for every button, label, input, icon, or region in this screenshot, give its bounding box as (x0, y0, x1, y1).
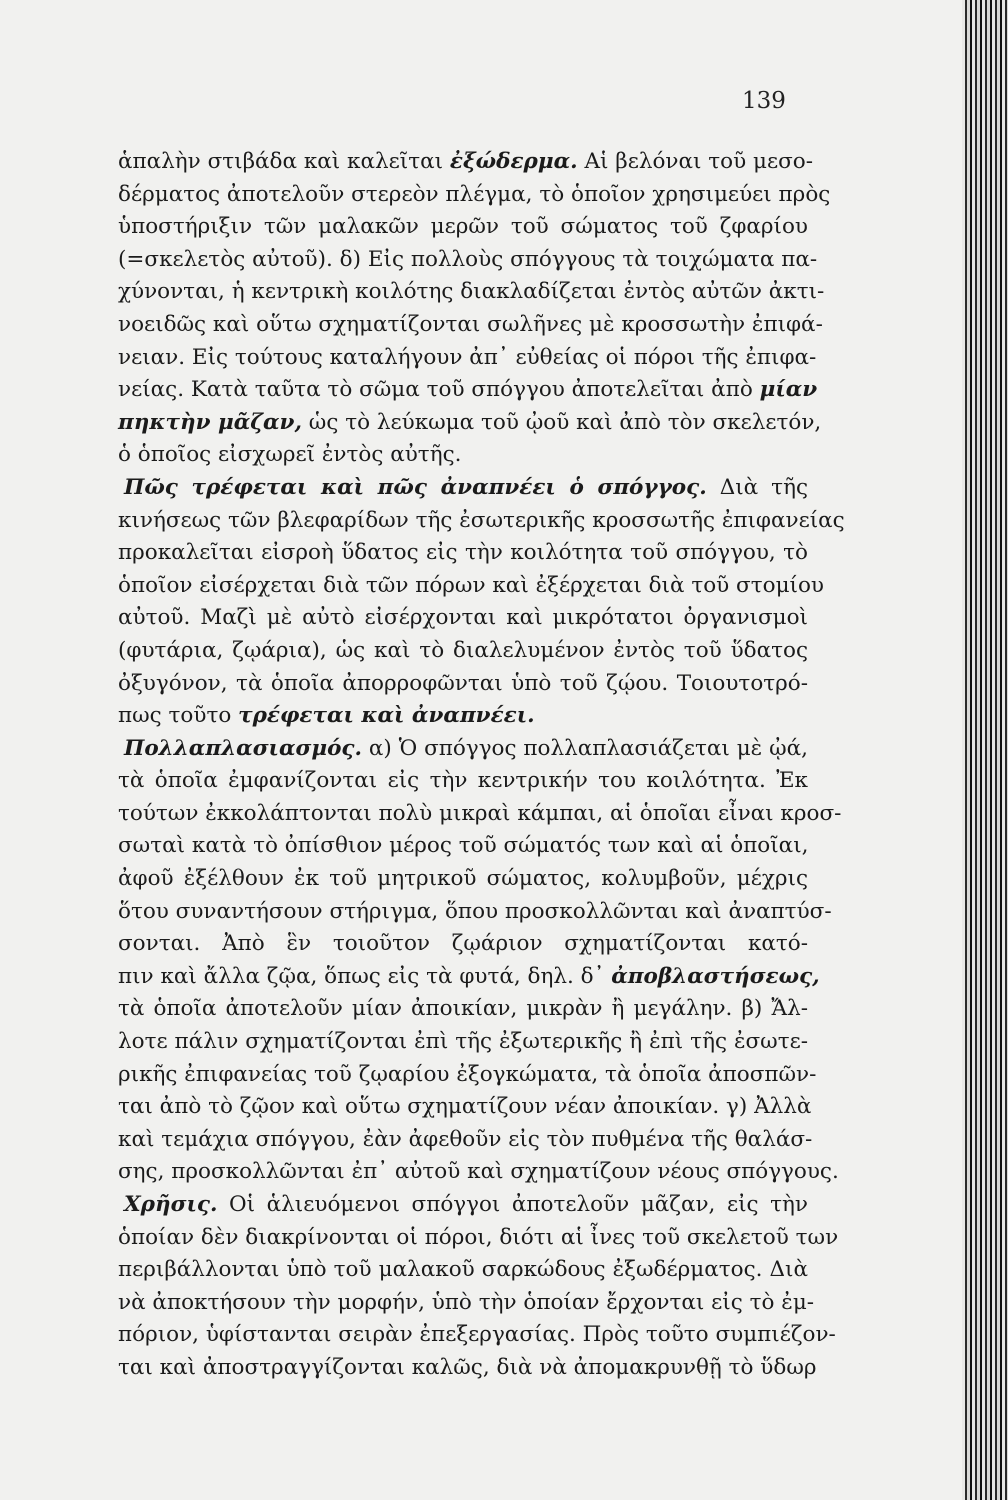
text-segment: σης, προσκολλῶνται ἐπ᾽ αὐτοῦ καὶ σχηματίζουν νέους σπόγγους. (118, 1159, 839, 1185)
text-line (118, 1287, 815, 1320)
text-segment: δέρματος ἀποτελοῦν στερεὸν πλέγμα, τὸ ὁποῖον χρησιμεύει πρὸς (118, 181, 831, 207)
text-segment: τούτων ἐκκολάπτονται πολὺ μικραὶ κάμπαι, αἱ ὁποῖαι εἶναι κροσ- (118, 800, 842, 826)
text-line (118, 179, 831, 212)
text-segment: ἁπαλὴν στιβάδα καὶ καλεῖται (118, 149, 450, 174)
page-edges (962, 0, 1008, 1500)
text-line (118, 1319, 836, 1352)
text-segment: καὶ τεμάχια σπόγγου, ἐὰν ἀφεθοῦν εἰς τὸν πυθμένα τῆς θαλάσ- (118, 1126, 813, 1152)
emphasis-text: τρέφεται καὶ ἀναπνέει. (238, 703, 535, 729)
text-line (118, 439, 808, 472)
text-line (118, 146, 813, 179)
section-heading: Πῶς τρέφεται καὶ πῶς ἀναπνέει ὁ σπόγγος. (124, 474, 707, 500)
text-segment: κινήσεως τῶν βλεφαρίδων τῆς ἐσωτερικῆς κροσσωτῆς ἐπιφανείας (118, 507, 845, 533)
text-line (118, 505, 845, 538)
text-segment: σωταὶ κατὰ τὸ ὀπίσθιον μέρος τοῦ σώματός των καὶ αἱ ὁποῖαι, (118, 833, 809, 859)
text-segment: αὐτοῦ. Μαζὶ μὲ αὐτὸ εἰσέρχονται καὶ μικρότατοι ὀργανισμοὶ (118, 605, 808, 631)
text-line (118, 472, 808, 505)
text-segment: ὀξυγόνον, τὰ ὁποῖα ἀπορροφῶνται ὑπὸ τοῦ ζῴου. Τοιουτοτρό- (118, 670, 808, 696)
text-segment: ὁποίαν δὲν διακρίνονται οἱ πόροι, διότι αἱ ἶνες τοῦ σκελετοῦ των (118, 1224, 839, 1250)
text-segment: νειαν. Εἰς τούτους καταλήγουν ἀπ᾽ εὐθείας οἱ πόροι τῆς ἐπιφα- (118, 344, 817, 370)
text-segment: σονται. Ἀπὸ ἓν τοιοῦτον ζῳάριον σχηματίζονται κατό- (118, 931, 808, 957)
text-segment: ται ἀπὸ τὸ ζῷον καὶ οὕτω σχηματίζουν νέαν ἀποικίαν. γ) Ἀλλὰ (118, 1094, 812, 1120)
text-line (118, 342, 817, 375)
text-line (118, 1189, 808, 1222)
text-segment: ἀφοῦ ἐξέλθουν ἐκ τοῦ μητρικοῦ σώματος, κολυμβοῦν, μέχρις (118, 866, 808, 892)
text-segment: ται καὶ ἀποστραγγίζονται καλῶς, διὰ νὰ ἀπομακρυνθῇ τὸ ὕδωρ (118, 1354, 817, 1380)
body-text (118, 146, 845, 1385)
text-segment: τὰ ὁποῖα ἐμφανίζονται εἰς τὴν κεντρικήν του κοιλότητα. Ἐκ (118, 768, 808, 794)
text-line (118, 635, 808, 668)
text-segment: περιβάλλονται ὑπὸ τοῦ μαλακοῦ σαρκώδους ἐξωδέρματος. Διὰ (118, 1257, 808, 1283)
text-line (118, 309, 823, 342)
text-segment: ὁποῖον εἰσέρχεται διὰ τῶν πόρων καὶ ἐξέρχεται διὰ τοῦ στομίου (118, 572, 824, 598)
text-line (118, 537, 808, 570)
text-segment: ὡς τὸ λεύκωμα τοῦ ᾠοῦ καὶ ἀπὸ τὸν σκελετόν, (301, 409, 822, 435)
text-line (118, 374, 818, 407)
section-heading: Πολλαπλασιασμός. (124, 735, 363, 761)
text-line (118, 733, 808, 766)
text-line (118, 896, 832, 929)
text-segment: λοτε πάλιν σχηματίζονται ἐπὶ τῆς ἐξωτερικῆς ἢ ἐπὶ τῆς ἐσωτε- (118, 1029, 808, 1055)
text-line (118, 863, 808, 896)
text-line (118, 244, 818, 277)
text-line (118, 993, 808, 1026)
text-line (118, 700, 808, 733)
text-segment: α) Ὁ σπόγγος πολλαπλασιάζεται μὲ ᾠά, (362, 735, 808, 761)
text-segment: ὁ ὁποῖος εἰσχωρεῖ ἐντὸς αὐτῆς. (118, 442, 462, 468)
text-segment: Διὰ τῆς (706, 474, 808, 500)
text-segment: πως τοῦτο (118, 703, 239, 729)
text-line (118, 1026, 808, 1059)
text-line (118, 798, 842, 831)
text-segment: ὑποστήριξιν τῶν μαλακῶν μερῶν τοῦ σώματος τοῦ ζφαρίου (118, 214, 808, 240)
text-line (118, 1124, 813, 1157)
text-line (118, 276, 825, 309)
section-heading: Χρῆσις. (124, 1192, 218, 1217)
text-segment: (φυτάρια, ζῳάρια), ὡς καὶ τὸ διαλελυμένον ἐντὸς τοῦ ὕδατος (118, 637, 808, 663)
text-line (118, 570, 824, 603)
text-segment: Οἱ ἁλιευόμενοι σπόγγοι ἀποτελοῦν μᾶζαν, εἰς τὴν (217, 1192, 808, 1217)
text-segment: (=σκελετὸς αὐτοῦ). δ) Εἰς πολλοὺς σπόγγους τὰ τοιχώματα πα- (118, 246, 818, 272)
text-segment: πιν καὶ ἄλλα ζῷα, ὅπως εἰς τὰ φυτά, δηλ. δ᾽ (118, 963, 612, 989)
text-line (118, 407, 822, 440)
text-segment: πόριον, ὑφίστανται σειρὰν ἐπεξεργασίας. Πρὸς τοῦτο συμπιέζον- (118, 1322, 836, 1348)
text-segment: Αἱ βελόναι τοῦ μεσο- (577, 149, 813, 174)
text-line (118, 830, 808, 863)
emphasis-text: ἐξώδερμα. (449, 149, 578, 174)
emphasis-text: ἀποβλαστήσεως, (611, 963, 820, 989)
text-line (118, 668, 808, 701)
text-segment: προκαλεῖται εἰσροὴ ὕδατος εἰς τὴν κοιλότητα τοῦ σπόγγου, τὸ (118, 540, 808, 566)
text-segment: τὰ ὁποῖα ἀποτελοῦν μίαν ἀποικίαν, μικρὰν ἢ μεγάλην. β) Ἄλ- (118, 996, 808, 1022)
page-number: 139 (742, 88, 786, 114)
emphasis-text: μίαν (759, 377, 818, 403)
text-segment: νείας. Κατὰ ταῦτα τὸ σῶμα τοῦ σπόγγου ἀποτελεῖται ἀπὸ (118, 377, 760, 403)
text-line (118, 1059, 817, 1092)
text-line (118, 1091, 812, 1124)
emphasis-text: πηκτὴν μᾶζαν, (118, 409, 302, 435)
text-line (118, 211, 808, 244)
text-line (118, 1222, 839, 1255)
text-line (118, 1352, 817, 1385)
text-line (118, 765, 808, 798)
text-segment: ρικῆς ἐπιφανείας τοῦ ζῳαρίου ἐξογκώματα, τὰ ὁποῖα ἀποσπῶν- (118, 1061, 817, 1087)
text-segment: χύνονται, ἡ κεντρικὴ κοιλότης διακλαδίζεται ἐντὸς αὐτῶν ἀκτι- (118, 279, 825, 305)
text-line (118, 602, 808, 635)
text-segment: νοειδῶς καὶ οὕτω σχηματίζονται σωλῆνες μὲ κροσσωτὴν ἐπιφά- (118, 311, 823, 337)
text-line (118, 1254, 808, 1287)
text-line (118, 928, 808, 961)
text-segment: νὰ ἀποκτήσουν τὴν μορφήν, ὑπὸ τὴν ὁποίαν ἔρχονται εἰς τὸ ἐμ- (118, 1289, 815, 1315)
text-line (118, 961, 820, 994)
text-segment: ὅτου συναντήσουν στήριγμα, ὅπου προσκολλῶνται καὶ ἀναπτύσ- (118, 898, 832, 924)
text-line (118, 1156, 839, 1189)
